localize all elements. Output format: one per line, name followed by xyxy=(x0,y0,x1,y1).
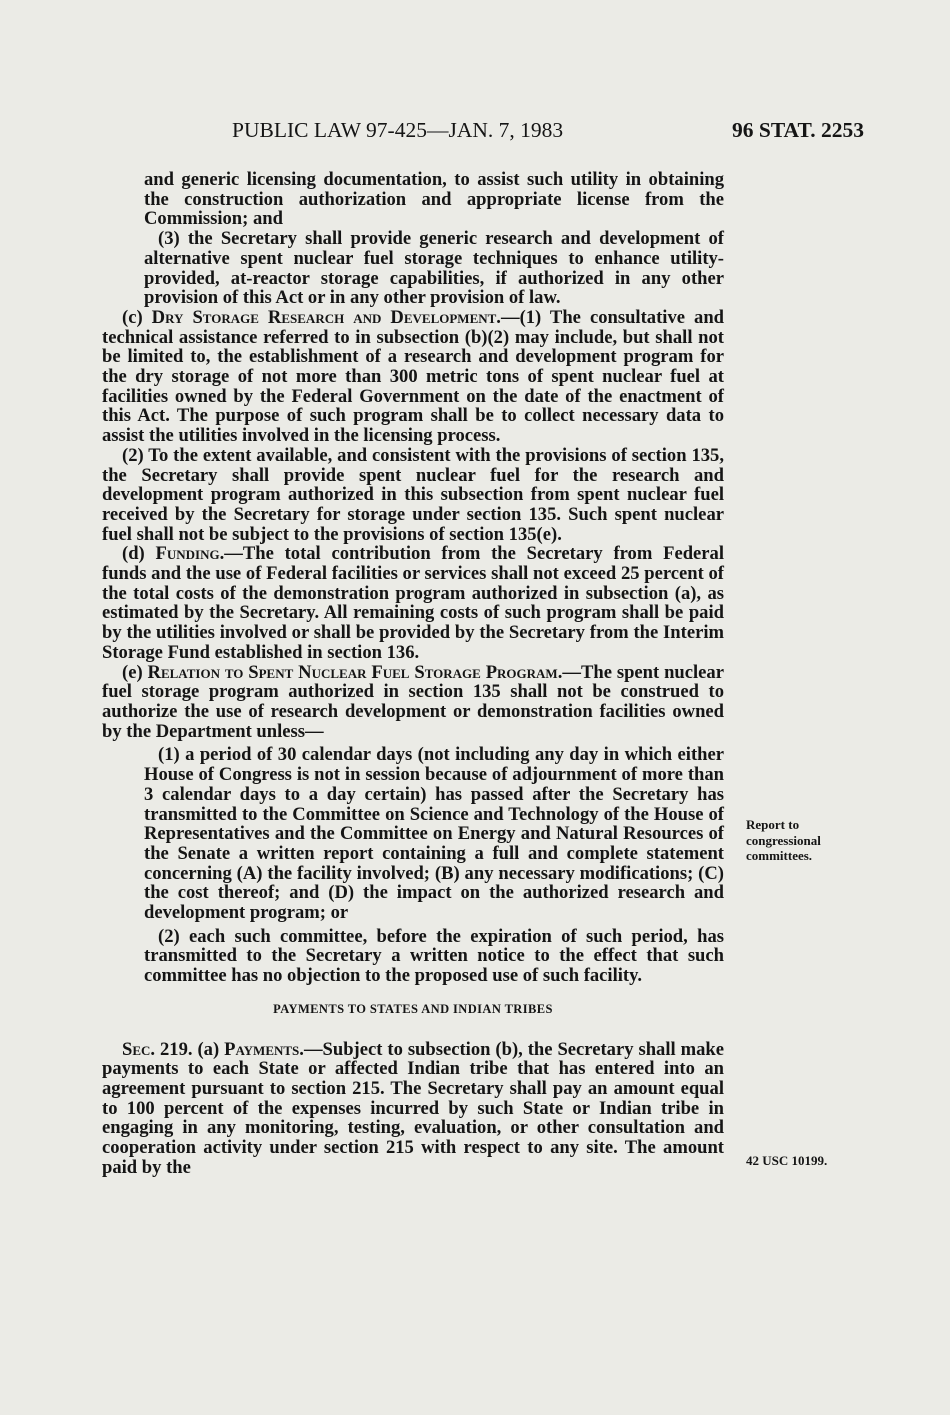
header-title: PUBLIC LAW 97-425—JAN. 7, 1983 xyxy=(232,118,564,142)
e-text: —The spent nuclear fuel storage program authorized in section 135 shall not be construed to authorize the use of research development or demonstration facilities owned by the Department unless— xyxy=(102,661,724,742)
sec-label: Sec. xyxy=(122,1038,156,1060)
margin-note-report: Report to congressional committees. xyxy=(746,817,821,863)
margin-note-usc: 42 USC 10199. xyxy=(746,1153,828,1168)
sec-219-text: —Subject to subsection (b), the Secretary shall make payments to each State or affected Indian tribe that has entered into an agreement pursuant to section 215. The Secretary shall pay an amount equal to 100 percent of the expenses incurred by such State or Indian tribe in engaging in any monitoring, testing, evaluation, or other consultation and cooperation activity under section 215 with respect to any site. The amount paid by the xyxy=(102,1038,724,1178)
paragraph-d xyxy=(102,544,724,662)
running-header xyxy=(0,118,950,154)
paragraph-e2: (2) each such committee, before the expiration of such period, has transmitted to the Secretary a written notice to the effect that such committee has no objection to the proposed use of such facility. xyxy=(144,925,724,987)
payments-heading: Payments. xyxy=(224,1038,304,1060)
paragraph-sec-219 xyxy=(102,1040,724,1178)
d-text: —The total contribution from the Secretary from Federal funds and the use of Federal facilities or services shall not exceed 25 percent of the total costs of the demonstration program authorized in subsection (a), as estimated by the Secretary. All remaining costs of such program shall be paid by the utilities involved or shall be provided by the Secretary from the Interim Storage Fund established in section 136. xyxy=(102,543,725,663)
body-text xyxy=(102,170,724,1177)
paragraph-c2: (2) To the extent available, and consistent with the provisions of section 135, the Secretary shall provide spent nuclear fuel for the research and development program authorized in this subsection from spent nuclear fuel received by the Secretary for storage under section 135. Such spent nuclear fuel shall not be subject to the provisions of section 135(e). xyxy=(102,444,724,545)
c-heading: Dry Storage Research and Development. xyxy=(151,306,501,328)
c-text: —(1) The consultative and technical assistance referred to in subsection (b)(2) may include, but shall not be limited to, the establishment of a research and development program for the dry storage of not more than 300 metric tons of spent nuclear fuel at facilities owned by the Federal Government on the date of the enactment of this Act. The purpose of such program shall be to collect necessary data to assist the utilities involved in the licensing process. xyxy=(102,306,724,447)
paragraph-b2-continued: and generic licensing documentation, to assist such utility in obtaining the construction authorization and appropriate license from the Commission; and xyxy=(144,169,724,230)
e-heading: Relation to Spent Nuclear Fuel Storage Program. xyxy=(147,661,563,683)
header-stat-page: 96 STAT. 2253 xyxy=(731,118,864,142)
c-prefix: (c) xyxy=(122,306,152,328)
paragraph-e xyxy=(102,663,724,742)
e-prefix: (e) xyxy=(122,661,148,683)
section-heading: PAYMENTS TO STATES AND INDIAN TRIBES xyxy=(273,1001,553,1016)
paragraph-c1 xyxy=(102,308,724,446)
d-prefix: (d) xyxy=(122,543,156,565)
d-heading: Funding. xyxy=(155,543,225,565)
sec-number: 219. (a) xyxy=(155,1038,225,1060)
paragraph-e1: (1) a period of 30 calendar days (not including any day in which either House of Congress is not in session because of adjournment of more than 3 calendar days to a day certain) has passed after the Secretary has transmitted to the Committee on Science and Technology of the House of Representatives and the Committee on Energy and Natural Resources of the Senate a written report containing a full and complete statement concerning (A) the facility involved; (B) any necessary modifications; (C) the cost thereof; and (D) the impact on the authorized research and development program; or xyxy=(144,744,724,924)
paragraph-b3: (3) the Secretary shall provide generic research and development of alternative spent nuclear fuel storage techniques to enhance utility-provided, at-reactor storage capabilities, if authorized in any other provision of this Act or in any other provision of law. xyxy=(144,228,724,309)
